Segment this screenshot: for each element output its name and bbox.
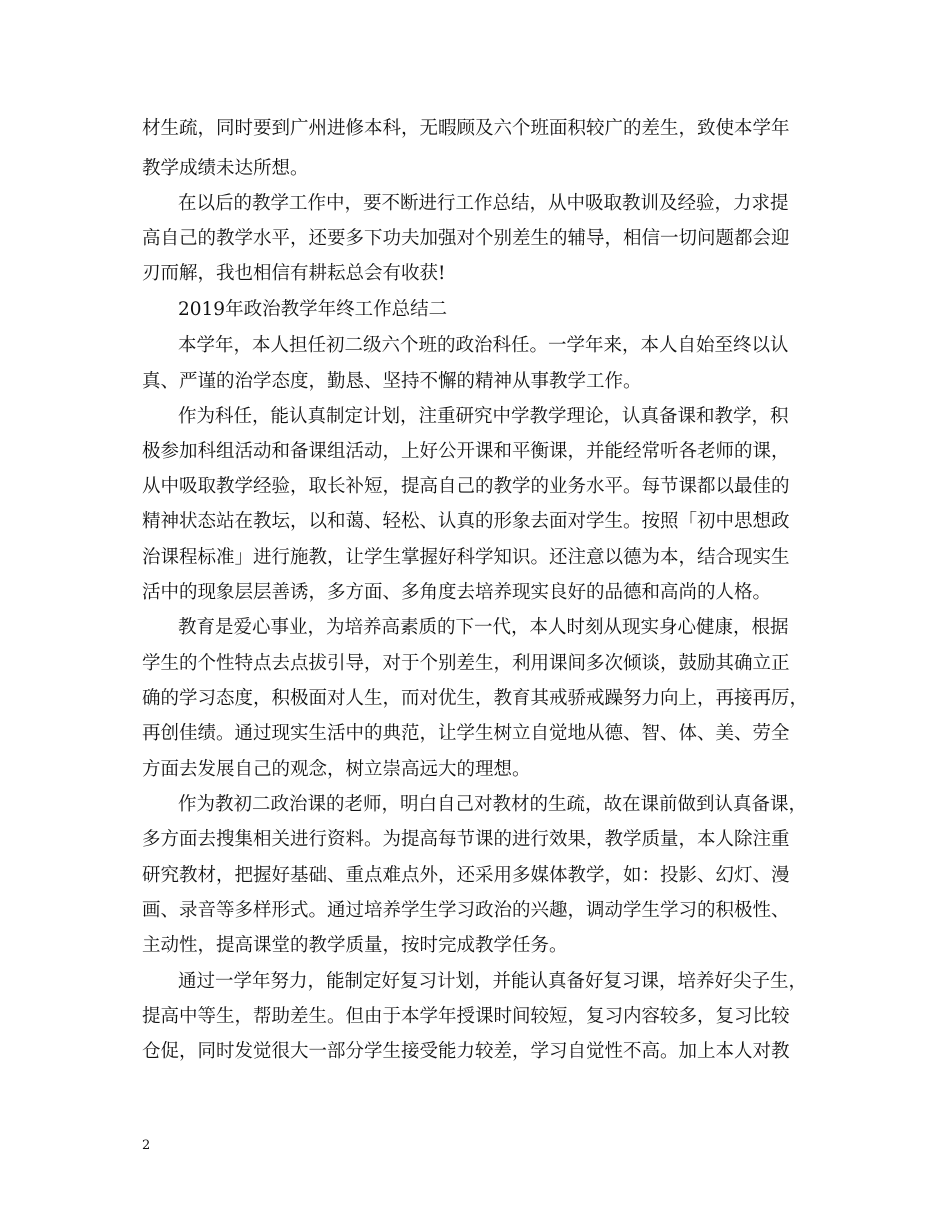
text-line: 确的学习态度，积极面对人生，而对优生，教育其戒骄戒躁努力向上，再接再厉， bbox=[142, 688, 809, 709]
text-line: 教育是爱心事业，为培养高素质的下一代，本人时刻从现实身心健康，根据 bbox=[178, 617, 789, 638]
text-line: 真、严谨的治学态度，勤恳、坚持不懈的精神从事教学工作。 bbox=[142, 371, 642, 392]
text-line: 本学年，本人担任初二级六个班的政治科任。一学年来，本人自始至终以认 bbox=[178, 335, 789, 356]
text-line: 作为教初二政治课的老师，明白自己对教材的生疏，故在课前做到认真备课， bbox=[178, 794, 808, 815]
text-line: 主动性，提高课堂的教学质量，按时完成教学任务。 bbox=[142, 935, 568, 956]
text-line: 材生疏，同时要到广州进修本科，无暇顾及六个班面积较广的差生，致使本学年 bbox=[142, 118, 790, 139]
page-number: 2 bbox=[142, 1138, 151, 1153]
text-line: 方面去发展自己的观念，树立崇高远大的理想。 bbox=[142, 759, 531, 780]
text-line: 作为科任，能认真制定计划，注重研究中学教学理论，认真备课和教学，积 bbox=[178, 406, 789, 427]
text-line: 教学成绩未达所想。 bbox=[142, 158, 309, 179]
text-line: 极参加科组活动和备课组活动，上好公开课和平衡课，并能经常听各老师的课， bbox=[142, 441, 790, 462]
text-line: 从中吸取教学经验，取长补短，提高自己的教学的业务水平。每节课都以最佳的 bbox=[142, 476, 790, 497]
text-line: 多方面去搜集相关进行资料。为提高每节课的进行效果，教学质量，本人除注重 bbox=[142, 829, 790, 850]
text-line: 通过一学年努力，能制定好复习计划，并能认真备好复习课，培养好尖子生， bbox=[178, 971, 808, 992]
text-line: 高自己的教学水平，还要多下功夫加强对个别差生的辅导，相信一切问题都会迎 bbox=[142, 228, 790, 249]
text-line: 再创佳绩。通过现实生活中的典范，让学生树立自觉地从德、智、体、美、劳全 bbox=[142, 723, 790, 744]
text-line: 学生的个性特点去点拔引导，对于个别差生，利用课间多次倾谈，鼓励其确立正 bbox=[142, 653, 790, 674]
section-heading: 2019年政治教学年终工作总结二 bbox=[178, 299, 448, 320]
text-line: 精神状态站在教坛，以和蔼、轻松、认真的形象去面对学生。按照「初中思想政 bbox=[142, 511, 790, 532]
text-line: 研究教材，把握好基础、重点难点外，还采用多媒体教学，如：投影、幻灯、漫 bbox=[142, 865, 790, 886]
text-line: 提高中等生，帮助差生。但由于本学年授课时间较短，复习内容较多，复习比较 bbox=[142, 1006, 790, 1027]
text-line: 在以后的教学工作中，要不断进行工作总结，从中吸取教训及经验，力求提 bbox=[178, 193, 789, 214]
text-line: 治课程标准」进行施教，让学生掌握好科学知识。还注意以德为本，结合现实生 bbox=[142, 547, 790, 568]
text-line: 刃而解，我也相信有耕耘总会有收获! bbox=[142, 263, 446, 284]
text-line: 画、录音等多样形式。通过培养学生学习政治的兴趣，调动学生学习的积极性、 bbox=[142, 900, 790, 921]
text-line: 仓促，同时发觉很大一部分学生接受能力较差，学习自觉性不高。加上本人对教 bbox=[142, 1041, 790, 1062]
text-line: 活中的现象层层善诱，多方面、多角度去培养现实良好的品德和高尚的人格。 bbox=[142, 582, 772, 603]
